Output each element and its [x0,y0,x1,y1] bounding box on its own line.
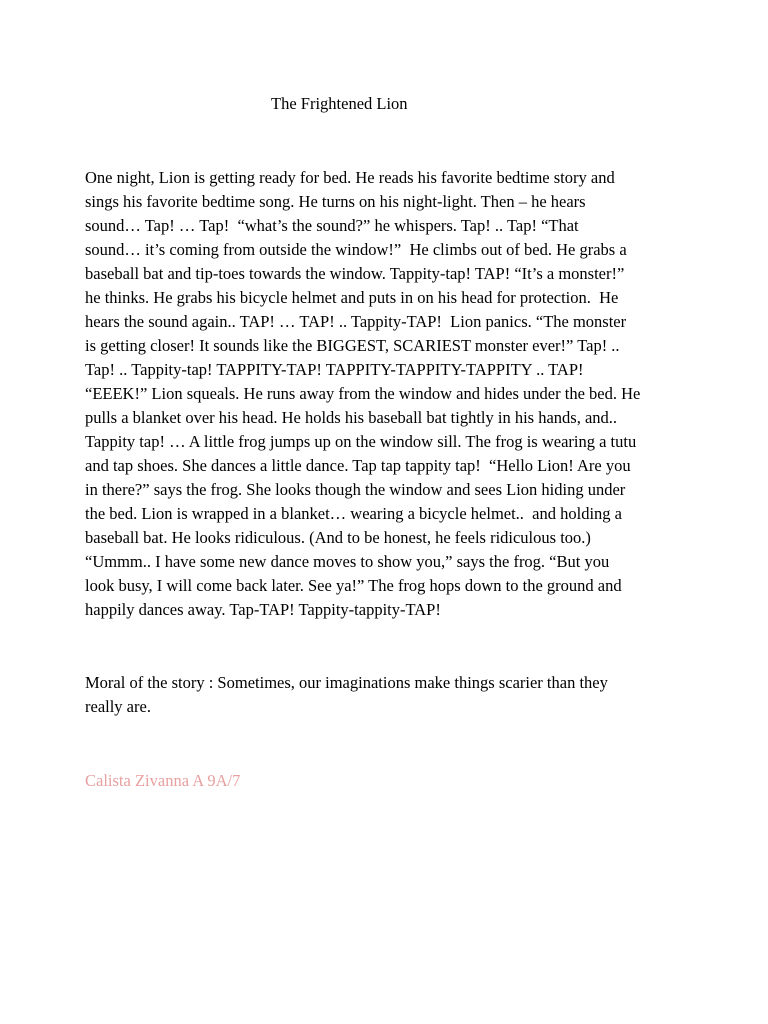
story-line: in there?” says the frog. She looks though the window and sees Lion hiding under [85,480,626,499]
document-title: The Frightened Lion [271,94,408,113]
story-line: sound… Tap! … Tap! “what’s the sound?” he whispers. Tap! .. Tap! “That [85,216,579,235]
author-signature: Calista Zivanna A 9A/7 [85,771,241,790]
story-line: happily dances away. Tap-TAP! Tappity-tappity-TAP! [85,600,441,619]
story-line: “EEEK!” Lion squeals. He runs away from the window and hides under the bed. He [85,384,641,403]
story-line: hears the sound again.. TAP! … TAP! .. Tappity-TAP! Lion panics. “The monster [85,312,627,331]
story-line: the bed. Lion is wrapped in a blanket… wearing a bicycle helmet.. and holding a [85,504,622,523]
story-paragraph [85,166,640,622]
story-line: Tappity tap! … A little frog jumps up on the window sill. The frog is wearing a tutu [85,432,637,451]
story-line: One night, Lion is getting ready for bed. He reads his favorite bedtime story and [85,168,615,187]
story-line: sings his favorite bedtime song. He turns on his night-light. Then – he hears [85,192,586,211]
story-line: and tap shoes. She dances a little dance. Tap tap tappity tap! “Hello Lion! Are you [85,456,631,475]
story-line: he thinks. He grabs his bicycle helmet and puts in on his head for protection. He [85,288,619,307]
moral-paragraph [85,671,608,719]
moral-line: really are. [85,697,151,716]
story-line: “Ummm.. I have some new dance moves to show you,” says the frog. “But you [85,552,610,571]
story-line: is getting closer! It sounds like the BIGGEST, SCARIEST monster ever!” Tap! .. [85,336,620,355]
story-line: pulls a blanket over his head. He holds his baseball bat tightly in his hands, and.. [85,408,618,427]
story-line: Tap! .. Tappity-tap! TAPPITY-TAP! TAPPITY-TAPPITY-TAPPITY .. TAP! [85,360,584,379]
story-line: sound… it’s coming from outside the window!” He climbs out of bed. He grabs a [85,240,627,259]
story-line: baseball bat. He looks ridiculous. (And to be honest, he feels ridiculous too.) [85,528,591,547]
story-line: look busy, I will come back later. See ya!” The frog hops down to the ground and [85,576,622,595]
moral-line: Moral of the story : Sometimes, our imaginations make things scarier than they [85,673,608,692]
story-line: baseball bat and tip-toes towards the window. Tappity-tap! TAP! “It’s a monster!” [85,264,625,283]
